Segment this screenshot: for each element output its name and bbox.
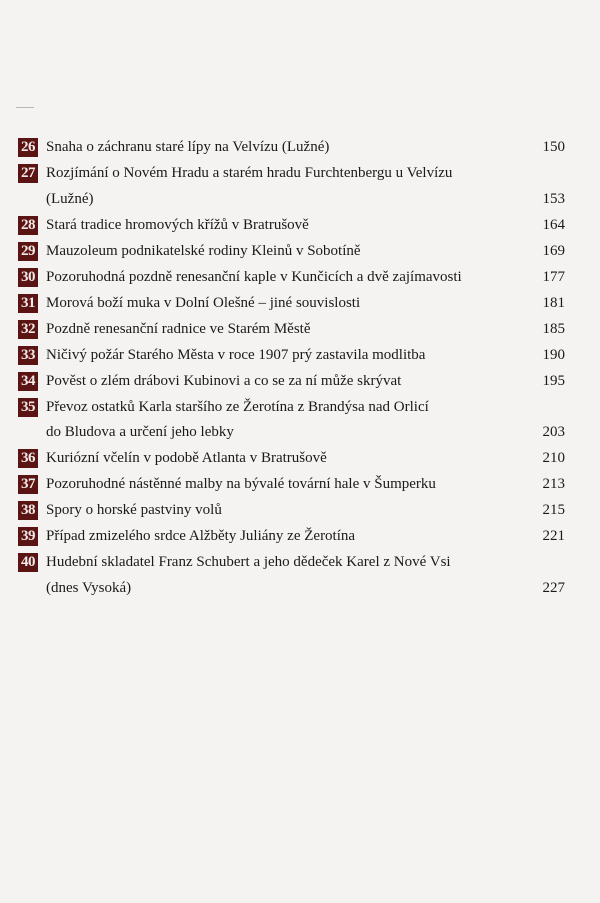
chapter-number-badge: 38 [18, 501, 38, 520]
chapter-number-badge: 28 [18, 216, 38, 235]
page-number: 164 [542, 216, 565, 233]
chapter-title-line: Ničivý požár Starého Města v roce 1907 prý zastavila modlitba [46, 346, 426, 363]
chapter-title-line: Případ zmizelého srdce Alžběty Juliány ze Žerotína [46, 528, 356, 545]
chapter-title-line: Spory o horské pastviny volů [46, 502, 222, 519]
chapter-number-badge: 37 [18, 475, 38, 494]
page-number: 227 [542, 579, 565, 596]
page-mark [16, 107, 34, 108]
page-number: 153 [542, 190, 565, 207]
chapter-title-line: (dnes Vysoká) [46, 579, 132, 596]
chapter-title-line: do Bludova a určení jeho lebky [46, 424, 234, 441]
page-number: 169 [542, 242, 565, 259]
page-number: 215 [542, 502, 565, 519]
chapter-title-line: Pověst o zlém drábovi Kubinovi a co se za ní může skrývat [46, 372, 402, 389]
chapter-number-badge: 26 [18, 138, 38, 157]
chapter-number-badge: 40 [18, 553, 38, 572]
chapter-title-line: Převoz ostatků Karla staršího ze Žerotína z Brandýsa nad Orlicí [46, 398, 429, 415]
page-number: 213 [542, 476, 565, 493]
page-number: 203 [542, 424, 565, 441]
page-number: 177 [542, 268, 565, 285]
chapter-number-badge: 33 [18, 346, 38, 365]
chapter-number-badge: 34 [18, 372, 38, 391]
chapter-number-badge: 31 [18, 294, 38, 313]
chapter-number-badge: 27 [18, 164, 38, 183]
chapter-title-line: Hudební skladatel Franz Schubert a jeho dědeček Karel z Nové Vsi [46, 554, 451, 571]
page-number: 190 [542, 346, 565, 363]
chapter-number-badge: 32 [18, 320, 38, 339]
page-number: 221 [542, 528, 565, 545]
page-number: 210 [542, 450, 565, 467]
chapter-number-badge: 29 [18, 242, 38, 261]
page-number: 181 [542, 294, 565, 311]
page-number: 150 [542, 139, 565, 155]
chapter-title-line: (Lužné) [46, 190, 94, 207]
chapter-title-line: Pozoruhodné nástěnné malby na bývalé tovární hale v Šumperku [46, 476, 436, 493]
chapter-title-line: Stará tradice hromových křížů v Bratrušově [46, 216, 309, 233]
chapter-title-line: Rozjímání o Novém Hradu a starém hradu Furchtenbergu u Velvízu [46, 165, 453, 181]
chapter-title-line: Mauzoleum podnikatelské rodiny Kleinů v Sobotíně [46, 242, 361, 259]
page-number: 185 [542, 320, 565, 337]
chapter-number-badge: 35 [18, 398, 38, 417]
chapter-title-line: Kuriózní včelín v podobě Atlanta v Bratrušově [46, 450, 327, 467]
chapter-title-line: Morová boží muka v Dolní Olešné – jiné souvislosti [46, 294, 361, 311]
chapter-number-badge: 30 [18, 268, 38, 287]
chapter-number-badge: 36 [18, 449, 38, 468]
chapter-number-badge: 39 [18, 527, 38, 546]
chapter-title-line: Pozoruhodná pozdně renesanční kaple v Kunčicích a dvě zajímavosti [46, 268, 462, 285]
page-number: 195 [542, 372, 565, 389]
chapter-title-line: Snaha o záchranu staré lípy na Velvízu (Lužné) [46, 139, 330, 155]
chapter-title-line: Pozdně renesanční radnice ve Starém Městě [46, 320, 311, 337]
